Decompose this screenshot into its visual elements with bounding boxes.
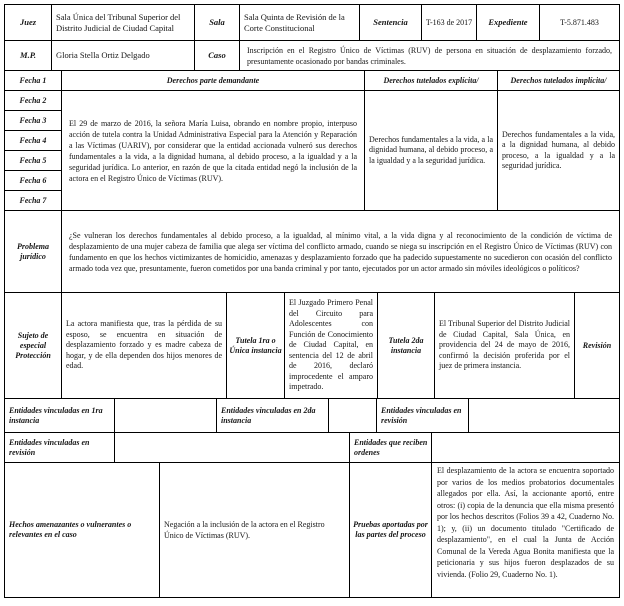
fecha-6-label: Fecha 6 bbox=[5, 171, 61, 191]
derechos-implicita-text: Derechos fundamentales a la vida, a la dignidad humana, al debido proceso, a la igualdad y a la seguridad jurídica. bbox=[502, 129, 615, 170]
ordenes-empty-cell bbox=[432, 433, 619, 463]
instancias-row bbox=[5, 293, 619, 399]
entidades-revision2-empty-cell bbox=[115, 433, 350, 462]
caso-label: Caso bbox=[195, 41, 240, 70]
entidades-segunda-empty-cell bbox=[329, 399, 377, 432]
derechos-explicita-text: Derechos fundamentales a la vida, a la dignidad humana, al debido proceso, a la igualdad y a la seguridad jurídica. bbox=[365, 91, 498, 210]
tutela-segunda-text: El Tribunal Superior del Distrito Judicial de Ciudad Capital, Sala Única, en providencia del 24 de mayo de 2016, confirmó la decisión proferida por el juez de primera instancia. bbox=[435, 293, 575, 398]
fecha-1-label: Fecha 1 bbox=[5, 71, 62, 90]
pruebas-label: Pruebas aportadas por las partes del proceso bbox=[353, 520, 428, 539]
header-row-2 bbox=[5, 41, 619, 71]
fecha-column bbox=[5, 91, 62, 210]
expediente-value: T-5.871.483 bbox=[560, 18, 599, 27]
bottom-right-section bbox=[432, 433, 619, 597]
revision-label: Revisión bbox=[582, 340, 612, 350]
tutela-segunda-label: Tutela 2da instancia bbox=[378, 293, 435, 398]
mp-value: Gloria Stella Ortiz Delgado bbox=[52, 41, 195, 70]
sala-label: Sala bbox=[195, 5, 240, 40]
derechos-header-row bbox=[5, 71, 619, 91]
problema-juridico-row bbox=[5, 211, 619, 293]
juez-value: Sala Única del Tribunal Superior del Distrito Judicial de Ciudad Capital bbox=[52, 5, 195, 40]
entidades-ordenes-label: Entidades que reciben ordenes bbox=[354, 437, 428, 457]
entidades-segunda-label: Entidades vinculadas en 2da instancia bbox=[217, 399, 329, 432]
problema-juridico-label: Problema jurídico bbox=[5, 211, 62, 292]
tutela-primera-label: Tutela 1ra o Única instancia bbox=[227, 293, 285, 398]
entidades-revision-label: Entidades vinculadas en revisión bbox=[377, 399, 469, 432]
fecha-5-label: Fecha 5 bbox=[5, 151, 61, 171]
bottom-block bbox=[5, 433, 619, 597]
sujeto-especial-label: Sujeto de especial Protección bbox=[5, 293, 62, 398]
tutela-primera-text: El Juzgado Primero Penal del Circuito para Adolescentes con Función de Conocimiento de Ciudad Capital, en sentencia del 12 de abril de 2016, declaró improcedente el amparo impetrado. bbox=[285, 293, 378, 398]
hechos-label: Hechos amenazantes o vulnerantes o relevantes en el caso bbox=[5, 463, 160, 597]
derechos-demandante-header: Derechos parte demandante bbox=[62, 71, 365, 90]
hechos-row bbox=[5, 463, 431, 597]
sentencia-label: Sentencia bbox=[360, 5, 422, 40]
pruebas-text: El desplazamiento de la actora se encuentra soportado por varios de los medios probatorios documentales allegados por ella. Así, la accionante aportó, entre otros: (i) copia de la denuncia que ella misma presentó por los hechos descritos (Folios 39 a 42, Cuaderno No. 1); y, (ii) un documento titulado "Certificado de desplazamiento", en el cual la Junta de Acción Comunal de la Vereda Agua Bonita manifiesta que la peticionaria y sus hijos fueron desplazados de su vivienda. (Folio 29, Cuaderno No. 1). bbox=[437, 466, 614, 579]
derechos-content-row bbox=[5, 91, 619, 211]
expediente-label: Expediente bbox=[477, 5, 540, 40]
entidades-row-1 bbox=[5, 399, 619, 433]
hechos-text: Negación a la inclusión de la actora en el Registro Único de Víctimas (RUV). bbox=[160, 463, 350, 597]
derechos-demandante-text: El 29 de marzo de 2016, la señora María Luisa, obrando en nombre propio, interpuso acción de tutela contra la Unidad Administrativa Especial para la Atención y Reparación a las Víctimas (UARIV), por considerar que la entidad accionada vulneró sus derechos fundamentales a la vida, a la dignidad humana, al debido proceso, a la igualdad y a la seguridad jurídica. Lo anterior, en razón de que la citada entidad negó la inclusión de la actora en el Registro Único de Víctimas (RUV). bbox=[62, 91, 365, 210]
entidades-primera-empty-cell bbox=[115, 399, 217, 432]
fecha-3-label: Fecha 3 bbox=[5, 111, 61, 131]
entidades-revision2-label: Entidades vinculadas en revisión bbox=[5, 433, 115, 462]
derechos-explicita-header: Derechos tutelados explícita/ bbox=[365, 71, 498, 90]
fecha-2-label: Fecha 2 bbox=[5, 91, 61, 111]
derechos-implicita-header: Derechos tutelados implícita/ bbox=[510, 75, 607, 85]
caso-value: Inscripción en el Registro Único de Víctimas (RUV) de persona en situación de desplazamiento forzado, presuntamente ocasionado por bandas criminales. bbox=[247, 45, 612, 66]
sentencia-value: T-163 de 2017 bbox=[422, 5, 477, 40]
mp-label: M.P. bbox=[5, 41, 52, 70]
sala-value: Sala Quinta de Revisión de la Corte Constitucional bbox=[240, 5, 360, 40]
entidades-primera-label: Entidades vinculadas en 1ra instancia bbox=[5, 399, 115, 432]
fecha-4-label: Fecha 4 bbox=[5, 131, 61, 151]
juez-label: Juez bbox=[5, 5, 52, 40]
bottom-left-section bbox=[5, 433, 432, 597]
header-row-1 bbox=[5, 5, 619, 41]
case-analysis-table bbox=[4, 4, 620, 598]
sujeto-especial-text: La actora manifiesta que, tras la pérdida de su esposo, se encuentra en situación de desplazamiento forzado y es madre cabeza de hogar, y de ella dependen dos hijos menores de edad. bbox=[62, 293, 227, 398]
entidades-revision-empty-cell bbox=[469, 399, 619, 432]
problema-juridico-text: ¿Se vulneran los derechos fundamentales al debido proceso, a la igualdad, al mínimo vital, a la vida digna y al reconocimiento de la condición de víctima de desplazamiento de una mujer cabeza de familia que alega ser víctima del conflicto armado, cuando se niega su inscripción en el Registro Único de Víctimas (RUV) con fundamento en que los hechos victimizantes de homicidio, amenazas y desplazamiento forzado que ha padecido supuestamente no sucedieron con ocasión del conflicto armado toda vez que, presuntamente, fueron cometidos por una banda criminal y por tanto, ejecutados por un actor armado sin móviles ideológicos o políticos? bbox=[69, 230, 612, 273]
entidades-row-2 bbox=[5, 433, 431, 463]
fecha-7-label: Fecha 7 bbox=[19, 196, 47, 205]
